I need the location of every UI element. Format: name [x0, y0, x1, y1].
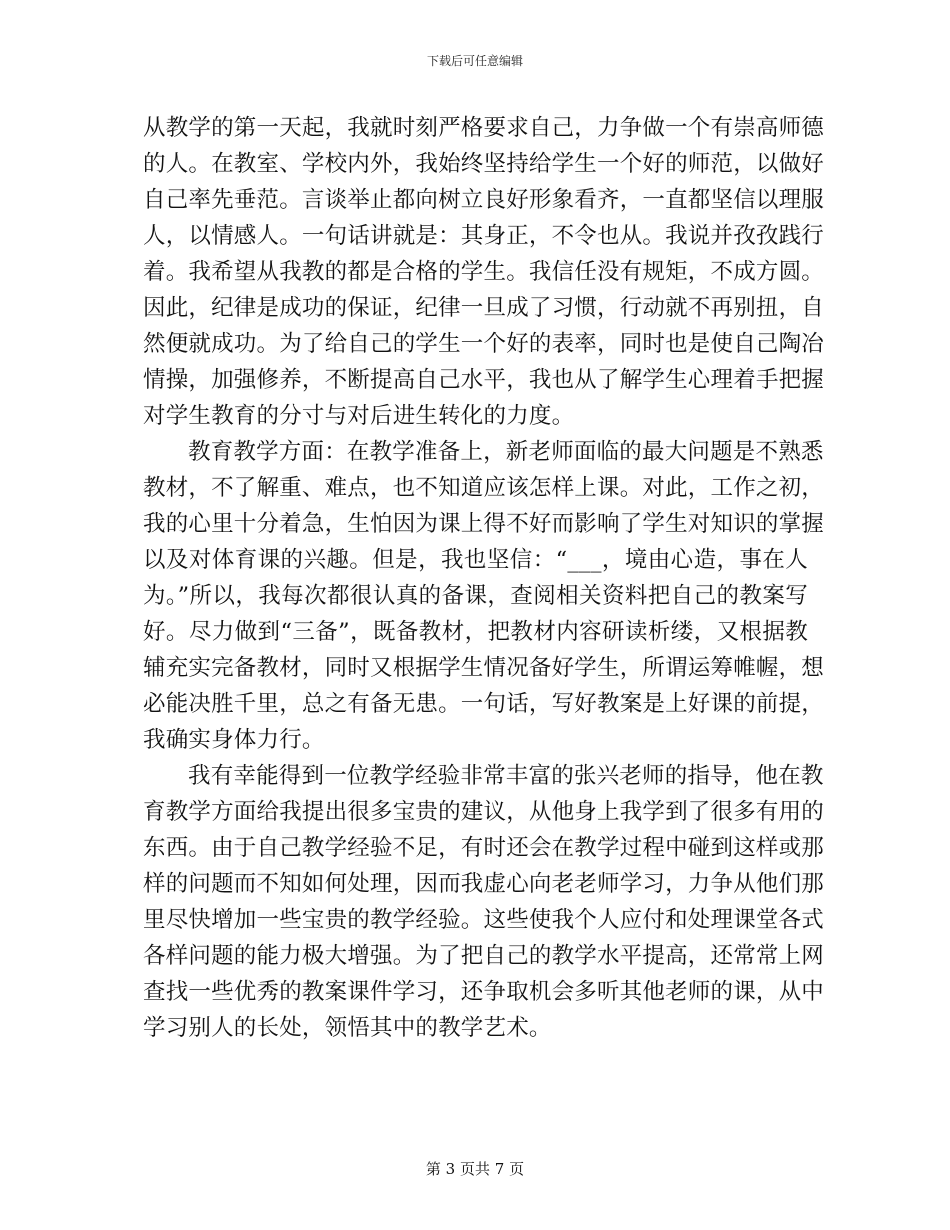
text-line: 各样问题的能力极大增强。为了把自己的教学水平提高，还常常上网: [143, 943, 825, 969]
text-line: 以及对体育课的兴趣。但是，我也坚信：“___，境由心造，事在人: [143, 547, 808, 573]
paragraph-3: [143, 758, 825, 1046]
text-line: 必能决胜千里，总之有备无患。一句话，写好教案是上好课的前提，: [143, 691, 825, 717]
text-line: 里尽快增加一些宝贵的教学经验。这些使我个人应付和处理课堂各式: [143, 907, 825, 933]
text-line: 教材，不了解重、难点，也不知道应该怎样上课。对此，工作之初，: [143, 475, 825, 501]
page-header: 下载后可任意编辑: [426, 54, 523, 68]
text-line: 因此，纪律是成功的保证，纪律一旦成了习惯，行动就不再别扭，自: [143, 295, 825, 321]
text-line: 好。尽力做到“三备”，既备教材，把教材内容研读析缕，又根据教: [143, 619, 808, 645]
text-line: 育教学方面给我提出很多宝贵的建议，从他身上我学到了很多有用的: [143, 799, 825, 825]
text-line: 我确实身体力行。: [143, 727, 325, 753]
text-line: 从教学的第一天起，我就时刻严格要求自己，力争做一个有崇高师德: [143, 115, 825, 141]
text-line: 东西。由于自己教学经验不足，有时还会在教学过程中碰到这样或那: [143, 835, 825, 861]
page-number: 第 3 页共 7 页: [425, 1160, 525, 1178]
text-line: 自己率先垂范。言谈举止都向树立良好形象看齐，一直都坚信以理服: [143, 187, 825, 213]
text-line: 样的问题而不知如何处理，因而我虚心向老老师学习，力争从他们那: [143, 871, 825, 897]
text-line: 然便就成功。为了给自己的学生一个好的表率，同时也是使自己陶冶: [143, 331, 825, 357]
text-line: 为。”所以，我每次都很认真的备课，查阅相关资料把自己的教案写: [143, 583, 808, 609]
text-line: 对学生教育的分寸与对后进生转化的力度。: [143, 403, 575, 429]
text-line: 的人。在教室、学校内外，我始终坚持给学生一个好的师范，以做好: [143, 151, 825, 177]
text-line: 辅充实完备教材，同时又根据学生情况备好学生，所谓运筹帷幄，想: [143, 655, 825, 681]
text-line: 学习别人的长处，领悟其中的教学艺术。: [143, 1015, 552, 1041]
text-line: 教育教学方面：在教学准备上，新老师面临的最大问题是不熟悉: [188, 439, 824, 465]
document-body: [143, 110, 825, 1046]
text-line: 我有幸能得到一位教学经验非常丰富的张兴老师的指导，他在教: [188, 763, 824, 789]
text-line: 着。我希望从我教的都是合格的学生。我信任没有规矩，不成方圆。: [143, 259, 825, 285]
text-line: 我的心里十分着急，生怕因为课上得不好而影响了学生对知识的掌握: [143, 511, 825, 537]
paragraph-1: [143, 110, 825, 434]
text-line: 情操，加强修养，不断提高自己水平，我也从了解学生心理着手把握: [143, 367, 825, 393]
text-line: 人，以情感人。一句话讲就是：其身正，不令也从。我说并孜孜践行: [143, 223, 825, 249]
text-line: 查找一些优秀的教案课件学习，还争取机会多听其他老师的课，从中: [143, 979, 825, 1005]
paragraph-2: [143, 434, 825, 758]
